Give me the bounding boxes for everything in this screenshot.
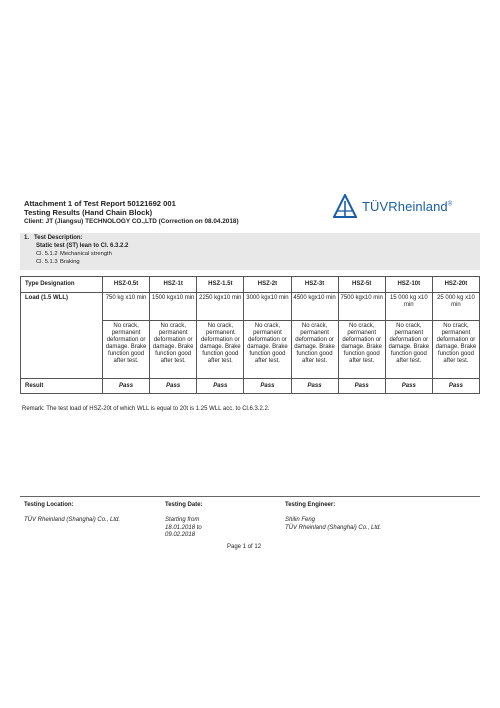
clause-number: Cl. 5.1.3: [36, 258, 58, 265]
observation-cell: No crack, permanent deformation or damage. Brake function good after test.: [150, 321, 197, 379]
clause-item: [36, 251, 112, 257]
result-cell: Pass: [338, 379, 385, 394]
result-cell: Pass: [291, 379, 338, 394]
remark-text: Remark: The test load of HSZ-20t of which WLL is equal to 20t is 1.25 WLL acc. to Cl.6.3.2.2.: [22, 406, 270, 412]
type-cell: HSZ-1.5t: [197, 277, 244, 293]
load-cell: 2250 kgx10 min: [197, 293, 244, 321]
clause-text: Mechanical strength: [60, 251, 112, 257]
tuv-rheinland-logo: [333, 193, 452, 219]
clause-number: Cl. 5.1.2: [36, 251, 58, 257]
table-header-row: [21, 277, 480, 293]
observation-cell: No crack, permanent deformation or damage. Brake function good after test.: [291, 321, 338, 379]
result-row: [21, 379, 480, 394]
date-line: 18.01.2018 to: [165, 524, 202, 531]
observation-cell: No crack, permanent deformation or damage. Brake function good after test.: [432, 321, 479, 379]
triangle-logo-icon: [333, 194, 357, 218]
testing-location: [24, 502, 120, 525]
load-cell: 750 kg x10 min: [103, 293, 150, 321]
test-name: Static test (ST) lean to Cl. 6.3.2.2: [36, 243, 129, 249]
test-description-section: [20, 233, 480, 270]
load-cell: 15 000 kg x10 min: [385, 293, 432, 321]
clause-text: Braking: [60, 258, 80, 265]
result-cell: Pass: [385, 379, 432, 394]
section-title: Test Description:: [34, 235, 83, 241]
date-line: Starting from: [165, 517, 200, 523]
engineer-label: Testing Engineer:: [285, 502, 336, 508]
report-header: [24, 199, 324, 226]
type-cell: HSZ-0.5t: [103, 277, 150, 293]
type-designation-header: Type Designation: [21, 277, 103, 293]
location-label: Testing Location:: [24, 502, 74, 508]
client-line: Client: JT (Jiangsu) TECHNOLOGY CO.,LTD (Correction on 08.04.2018): [24, 218, 239, 225]
engineer-company: TÜV Rheinland (Shanghai) Co., Ltd.: [285, 524, 382, 531]
section-number: 1.: [24, 235, 30, 241]
date-line: 09.02.2018: [165, 532, 196, 538]
footer-divider: [20, 496, 480, 497]
load-cell: 3000 kgx10 min: [244, 293, 291, 321]
observation-cell: No crack, permanent deformation or damage. Brake function good after test.: [385, 321, 432, 379]
load-cell: 4500 kgx10 min: [291, 293, 338, 321]
observation-cell: No crack, permanent deformation or damage. Brake function good after test.: [244, 321, 291, 379]
observation-cell: No crack, permanent deformation or damage. Brake function good after test.: [197, 321, 244, 379]
type-cell: HSZ-20t: [432, 277, 479, 293]
result-cell: Pass: [432, 379, 479, 394]
results-table: [20, 276, 480, 394]
results-title: Testing Results (Hand Chain Block): [24, 208, 153, 217]
date-label: Testing Date:: [165, 502, 203, 508]
page-number: Page 1 of 12: [227, 544, 262, 550]
result-cell: Pass: [150, 379, 197, 394]
type-cell: HSZ-1t: [150, 277, 197, 293]
load-cell: 7500 kgx10 min: [338, 293, 385, 321]
load-cell: 25 000 kg x10 min: [432, 293, 479, 321]
testing-engineer: [285, 502, 381, 532]
attachment-title: Attachment 1 of Test Report 50121692 001: [24, 199, 176, 208]
load-cell: 1500 kgx10 min: [150, 293, 197, 321]
clause-item: [36, 259, 80, 265]
engineer-name: Shilin Feng: [285, 517, 316, 523]
result-cell: Pass: [197, 379, 244, 394]
type-cell: HSZ-3t: [291, 277, 338, 293]
type-cell: HSZ-10t: [385, 277, 432, 293]
testing-date: [165, 502, 203, 540]
registered-mark: ®: [447, 201, 453, 208]
result-cell: Pass: [244, 379, 291, 394]
load-row: [21, 293, 480, 321]
load-label: Load (1.5 WLL): [21, 293, 103, 379]
result-label: Result: [21, 379, 103, 394]
result-cell: Pass: [103, 379, 150, 394]
observation-cell: No crack, permanent deformation or damage. Brake function good after test.: [338, 321, 385, 379]
observation-cell: No crack, permanent deformation or damage. Brake function good after test.: [103, 321, 150, 379]
location-value: TÜV Rheinland (Shanghai) Co., Ltd.: [24, 517, 121, 523]
type-cell: HSZ-5t: [338, 277, 385, 293]
logo-name: TÜVRheinland: [362, 198, 448, 214]
type-cell: HSZ-2t: [244, 277, 291, 293]
